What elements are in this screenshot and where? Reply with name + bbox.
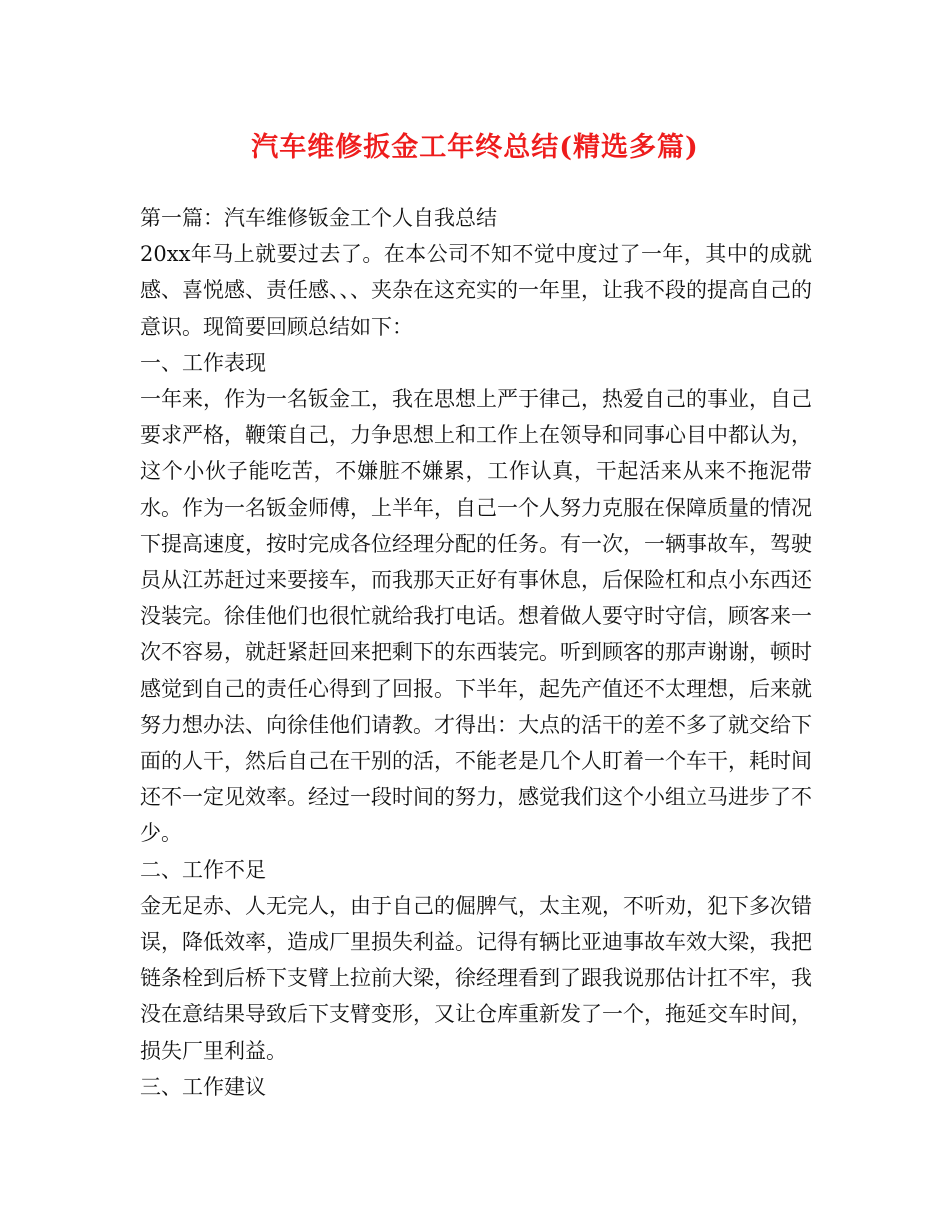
document-title: 汽车维修扳金工年终总结(精选多篇) — [251, 132, 699, 163]
section-heading-performance: 一、工作表现 — [140, 350, 266, 375]
section-body-shortcomings: 金无足赤、人无完人，由于自己的倔脾气，太主观，不听劝，犯下多次错误，降低效率，造成厂里损失利益。记得有辆比亚迪事故车效大梁，我把链条栓到后桥下支臂上拉前大梁，徐经理看到了跟我说那估计扛不牢，我没在意结果导致后下支臂变形，又让仓库重新发了一个，拖延交车时间，损失厂里利益。 — [140, 893, 812, 1063]
chapter-subtitle: 第一篇：汽车维修钣金工个人自我总结 — [140, 206, 497, 230]
section-heading-shortcomings: 二、工作不足 — [140, 857, 266, 882]
section-heading-suggestions: 三、工作建议 — [140, 1074, 266, 1099]
intro-paragraph: 20xx年马上就要过去了。在本公司不知不觉中度过了一年，其中的成就感、喜悦感、责任感、、、夹杂在这充实的一年里，让我不段的提高自己的意识。现简要回顾总结如下： — [140, 242, 812, 339]
document-body — [140, 200, 812, 1105]
section-body-performance: 一年来，作为一名钣金工，我在思想上严于律己，热爱自己的事业，自己要求严格，鞭策自己，力争思想上和工作上在领导和同事心目中都认为，这个小伙子能吃苦，不嫌脏不嫌累，工作认真，干起活来从来不拖泥带水。作为一名钣金师傅，上半年，自己一个人努力克服在保障质量的情况下提高速度，按时完成各位经理分配的任务。有一次，一辆事故车，驾驶员从江苏赶过来要接车，而我那天正好有事休息，后保险杠和点小东西还没装完。徐佳他们也很忙就给我打电话。想着做人要守时守信，顾客来一次不容易，就赶紧赶回来把剩下的东西装完。听到顾客的那声谢谢，顿时感觉到自己的责任心得到了回报。下半年，起先产值还不太理想，后来就努力想办法、向徐佳他们请教。才得出：大点的活干的差不多了就交给下面的人干，然后自己在干别的活，不能老是几个人盯着一个车干，耗时间还不一定见效率。经过一段时间的努力，感觉我们这个小组立马进步了不少。 — [140, 387, 812, 846]
